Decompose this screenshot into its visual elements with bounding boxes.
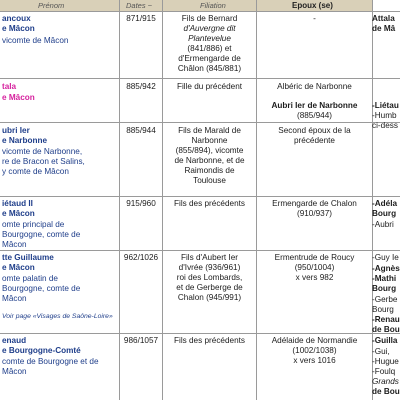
row-filiation-line: Chalon (945/991) bbox=[177, 293, 242, 302]
row-name-line: e Bourgogne-Comté bbox=[2, 346, 81, 355]
row-children-line: -Hugue bbox=[372, 357, 399, 366]
row-epoux-line: x vers 1016 bbox=[293, 356, 336, 365]
row-filiation: Fils de Marald de bbox=[178, 126, 241, 135]
row-dates: 986/1057 bbox=[123, 336, 159, 345]
row-dates: 885/944 bbox=[126, 126, 156, 135]
row-epoux-line: (910/937) bbox=[296, 209, 333, 218]
row-name-line: e Narbonne bbox=[2, 136, 48, 145]
row-divider bbox=[0, 333, 400, 334]
row-name: ubri Ier bbox=[2, 126, 30, 135]
row-name-line: e Mâcon bbox=[2, 93, 35, 102]
row-children-line: ci-dess bbox=[372, 121, 398, 130]
row-children-line: Grands bbox=[372, 377, 399, 386]
row-name: iétaud II bbox=[2, 199, 33, 208]
row-epoux: Ermentrude de Roucy bbox=[274, 253, 355, 262]
row-dates: 915/960 bbox=[126, 199, 156, 208]
row-children-line: Bourg bbox=[372, 209, 397, 218]
row-name: tala bbox=[2, 82, 17, 91]
row-children: -Adéla bbox=[372, 199, 398, 208]
row-children-line: Bourg bbox=[372, 284, 397, 293]
header-epoux: Epoux (se) bbox=[292, 1, 333, 10]
row-epoux: Adélaide de Normandie bbox=[271, 336, 358, 345]
row-children-line: -Gui, bbox=[372, 347, 390, 356]
row-children-line: de Bou bbox=[372, 387, 400, 396]
row-epoux-line: précédente bbox=[294, 136, 335, 145]
row-children-line: -Foulq bbox=[372, 367, 396, 376]
row-children: -Liétau bbox=[372, 101, 399, 110]
row-title: Mâcon bbox=[2, 367, 27, 376]
row-filiation-line: d'Ivrée (936/961) bbox=[178, 263, 241, 272]
header-filiation: Filiation bbox=[200, 1, 226, 10]
row-epoux: Second époux de la bbox=[278, 126, 351, 135]
row-title: y comte de Mâcon bbox=[2, 167, 69, 176]
row-epoux: Albéric de Narbonne bbox=[277, 82, 352, 91]
row-filiation-line: Toulouse bbox=[193, 176, 226, 185]
row-filiation: Fille du précédent bbox=[176, 82, 243, 91]
row-children: -Guy Ie bbox=[372, 253, 399, 262]
header-dates: Dates ~ bbox=[126, 1, 153, 10]
row-children-line: -Renau bbox=[372, 315, 400, 324]
row-filiation-line: Raimondis de bbox=[184, 166, 235, 175]
right-header-line: de Mâ bbox=[372, 24, 396, 33]
row-title: Bourgogne, comte de bbox=[2, 230, 81, 239]
row-filiation-line: de Narbonne, et de bbox=[174, 156, 245, 165]
row-filiation: Fils de Bernard bbox=[181, 14, 238, 23]
row-epoux-line: (1002/1038) bbox=[292, 346, 337, 355]
row-filiation-line: d'Ermengarde de bbox=[178, 54, 241, 63]
row-filiation-line: Narbonne bbox=[191, 136, 228, 145]
row-filiation-line: Plantevelue bbox=[188, 34, 231, 43]
row-children-line: de Bou bbox=[372, 325, 400, 334]
row-epoux-line: (885/944) bbox=[296, 111, 333, 120]
row-title: vicomte de Mâcon bbox=[2, 36, 69, 45]
row-epoux-line: x vers 982 bbox=[295, 273, 334, 282]
row-title: Bourgogne, comte de bbox=[2, 284, 81, 293]
row-name: enaud bbox=[2, 336, 27, 345]
row-children-line: -Aubri bbox=[372, 220, 394, 229]
row-name: tte Guillaume bbox=[2, 253, 54, 262]
row-dates: 871/915 bbox=[126, 14, 156, 23]
row-epoux-line: Aubri Ier de Narbonne bbox=[271, 101, 358, 110]
row-epoux: Ermengarde de Chalon bbox=[272, 199, 357, 208]
row-dates: 885/942 bbox=[126, 82, 156, 91]
row-title: comte de Bourgogne et de bbox=[2, 357, 99, 366]
row-title: re de Bracon et Salins, bbox=[2, 157, 85, 166]
row-filiation-line: (855/894), vicomte bbox=[175, 146, 244, 155]
row-filiation-line: (841/886) et bbox=[187, 44, 232, 53]
visages-link[interactable]: Voir page «Visages de Saône-Loire» bbox=[2, 313, 113, 320]
header-prenom: Prénom bbox=[38, 1, 65, 10]
row-children-line: -Gerbe bbox=[372, 295, 398, 304]
row-filiation-line: roi des Lombards, bbox=[176, 273, 243, 282]
row-children-line: -Agnès bbox=[372, 264, 400, 273]
row-name: ancoux bbox=[2, 14, 31, 23]
table-header bbox=[0, 0, 372, 11]
row-divider bbox=[0, 11, 400, 12]
row-divider bbox=[0, 196, 400, 197]
row-filiation-line: Châlon (845/881) bbox=[177, 64, 242, 73]
row-title: Mâcon bbox=[2, 240, 27, 249]
row-title: Mâcon bbox=[2, 294, 27, 303]
row-name-line: e Mâcon bbox=[2, 24, 35, 33]
row-children: -Guilla bbox=[372, 336, 398, 345]
row-divider bbox=[0, 122, 400, 123]
row-children-line: -Humb bbox=[372, 111, 397, 120]
row-filiation: Fils des précédents bbox=[174, 336, 245, 345]
row-children-line: -Mathi bbox=[372, 274, 397, 283]
row-children-line: Bourg bbox=[372, 305, 394, 314]
right-header bbox=[373, 0, 400, 11]
row-epoux: - bbox=[313, 14, 316, 23]
row-filiation-line: d'Auvergne dit bbox=[183, 24, 236, 33]
row-divider bbox=[0, 250, 400, 251]
row-title: vicomte de Narbonne, bbox=[2, 147, 83, 156]
row-title: omte palatin de bbox=[2, 274, 58, 283]
row-epoux-line: (950/1004) bbox=[294, 263, 335, 272]
row-divider bbox=[0, 78, 400, 79]
right-header-line: Attala bbox=[372, 14, 395, 23]
row-filiation-line: et de Gerberge de bbox=[176, 283, 243, 292]
row-name-line: e Mâcon bbox=[2, 209, 35, 218]
row-dates: 962/1026 bbox=[123, 253, 159, 262]
row-title: omte principal de bbox=[2, 220, 65, 229]
row-name-line: e Mâcon bbox=[2, 263, 35, 272]
row-filiation: Fils d'Aubert Ier bbox=[180, 253, 239, 262]
row-filiation: Fils des précédents bbox=[174, 199, 245, 208]
